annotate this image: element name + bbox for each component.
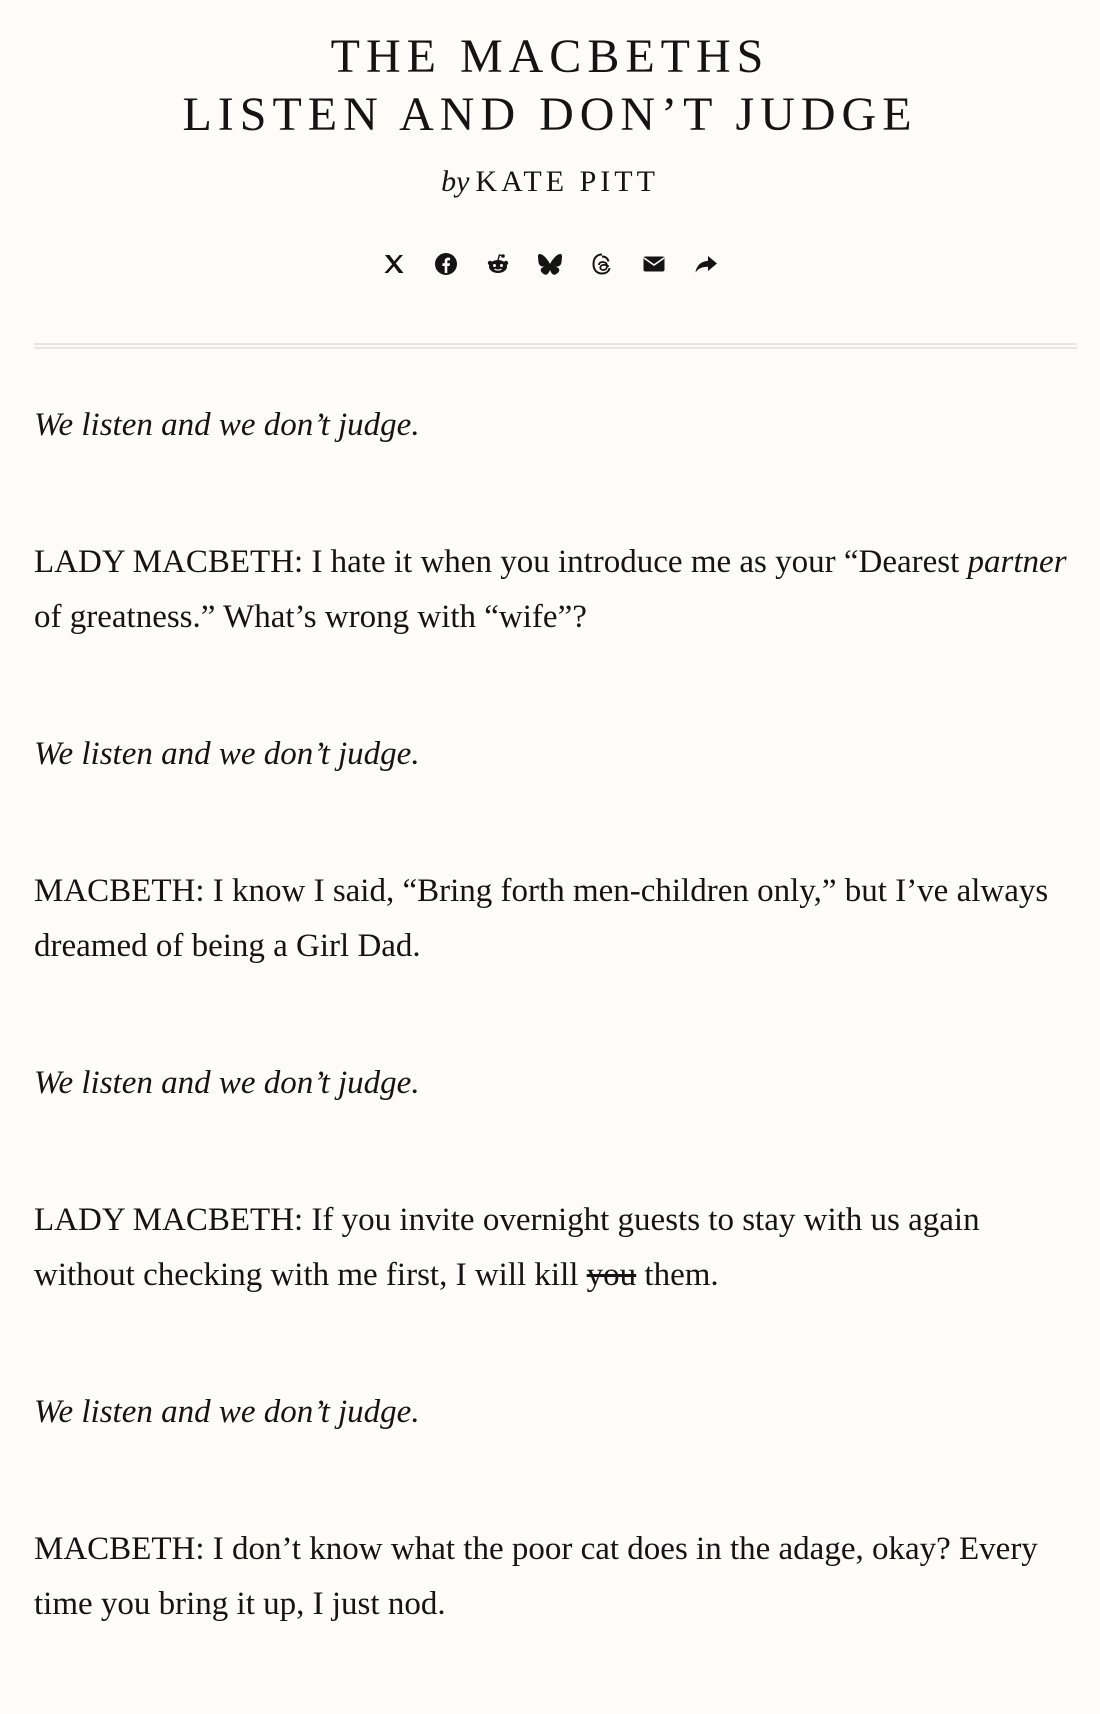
refrain-paragraph: We listen and we don’t judge. [34,1065,420,1101]
page-title [0,28,1100,144]
byline-prefix: by [441,165,470,198]
lady-macbeth-paragraph-1: LADY MACBETH: I hate it when you introduce me as your “Dearest partner of greatness.” What’s wrong with “wife”? [34,544,1067,635]
emphasis: partner [967,544,1067,580]
x-icon[interactable] [380,247,408,281]
lady-macbeth-paragraph-2: LADY MACBETH: If you invite overnight guests to stay with us again without checking with me first, I will kill you them. [34,1202,980,1293]
macbeth-paragraph-1: MACBETH: I know I said, “Bring forth men-children only,” but I’ve always dreamed of being a Girl Dad. [34,873,1049,964]
reddit-icon[interactable] [484,247,512,281]
share-icon[interactable] [692,247,720,281]
bluesky-icon[interactable] [536,247,564,281]
struck-word: you [586,1257,637,1293]
share-bar [0,247,1100,281]
facebook-icon[interactable] [432,247,460,281]
author-link[interactable]: KATE PITT [475,165,659,198]
article-body [34,398,1074,1714]
macbeth-paragraph-2: MACBETH: I don’t know what the poor cat does in the adage, okay? Every time you bring it up, I just nod. [34,1531,1038,1622]
refrain-paragraph: We listen and we don’t judge. [34,1394,420,1430]
refrain-paragraph: We listen and we don’t judge. [34,736,420,772]
refrain-paragraph: We listen and we don’t judge. [34,407,420,443]
byline [0,165,1100,199]
title-line-2: LISTEN AND DON’T JUDGE [182,88,918,141]
threads-icon[interactable] [588,247,616,281]
title-line-1: THE MACBETHS [330,30,770,83]
header-divider [34,343,1077,349]
email-icon[interactable] [640,247,668,281]
